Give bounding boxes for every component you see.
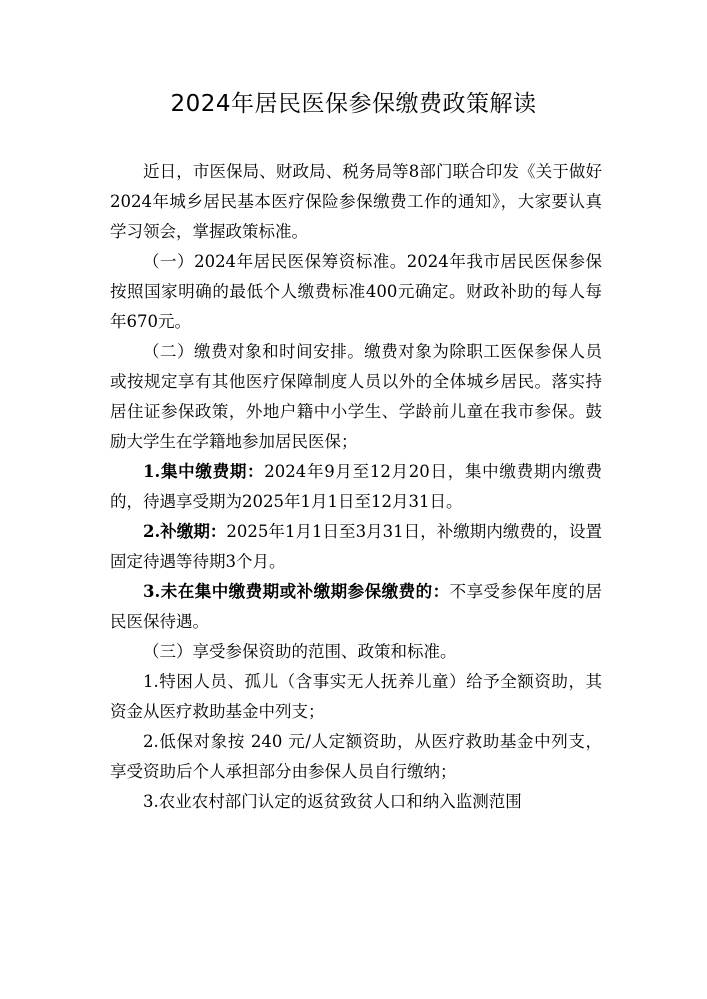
section-1-paragraph: （一）2024年居民医保筹资标准。2024年我市居民医保参保按照国家明确的最低个人缴费标准400元确定。财政补助的每人每年670元。 [110, 252, 602, 331]
item-1-lead: 1.集中缴费期： [143, 462, 265, 481]
item-3-lead: 3.未在集中缴费期或补缴期参保缴费的： [143, 582, 450, 601]
sub-item-2-paragraph: 2.低保对象按 240 元/人定额资助，从医疗救助基金中列支，享受资助后个人承担部分由参保人员自行缴纳； [110, 732, 602, 781]
sub-item-1-paragraph: 1.特困人员、孤儿（含事实无人抚养儿童）给予全额资助，其资金从医疗救助基金中列支； [110, 672, 602, 721]
intro-paragraph: 近日，市医保局、财政局、税务局等8部门联合印发《关于做好2024年城乡居民基本医疗保险参保缴费工作的通知》，大家要认真学习领会，掌握政策标准。 [110, 162, 602, 241]
document-title: 2024年居民医保参保缴费政策解读 [170, 91, 537, 117]
item-2-text: 2025年1月1日至3月31日，补缴期内缴费的，设置固定待遇等待期3个月。 [110, 522, 603, 571]
document-body [110, 157, 602, 817]
section-3-paragraph: （三）享受参保资助的范围、政策和标准。 [143, 642, 457, 661]
item-3-paragraph [110, 577, 602, 637]
item-2-lead: 2.补缴期： [143, 522, 227, 541]
item-1-paragraph [110, 457, 602, 517]
sub-item-3-paragraph: 3.农业农村部门认定的返贫致贫人口和纳入监测范围 [143, 792, 522, 811]
item-3-text: 不享受参保年度的居民医保待遇。 [110, 582, 603, 631]
item-1-text: 2024年9月至12月20日，集中缴费期内缴费的，待遇享受期为2025年1月1日至12月31日。 [110, 462, 602, 511]
section-2-paragraph: （二）缴费对象和时间安排。缴费对象为除职工医保参保人员或按规定享有其他医疗保障制度人员以外的全体城乡居民。落实持居住证参保政策，外地户籍中小学生、学龄前儿童在我市参保。鼓励大学生在学籍地参加居民医保； [110, 342, 602, 451]
item-2-paragraph [110, 517, 602, 577]
